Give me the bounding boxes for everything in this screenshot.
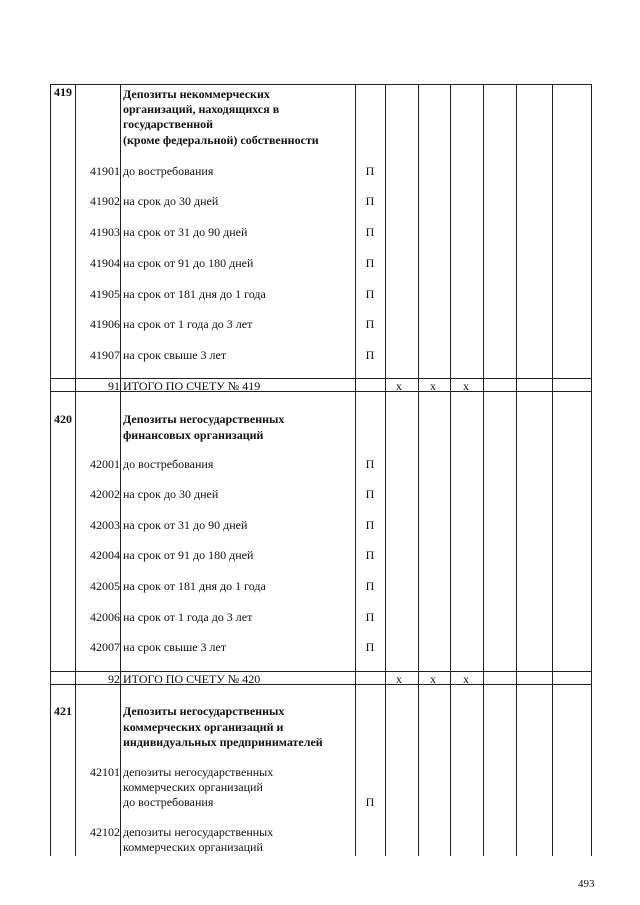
section-title-line: коммерческих организаций и [123,720,284,734]
account-type: П [365,579,375,593]
total-mark: х [396,379,402,393]
total-code: 92 [108,672,120,686]
account-name: на срок до 30 дней [123,194,219,208]
account-code: 42003 [90,518,120,532]
account-name-line: депозиты негосударственных [123,765,274,779]
account-code: 41904 [90,256,120,270]
account-code: 42002 [90,487,120,501]
total-label: ИТОГО ПО СЧЕТУ № 419 [123,379,261,393]
account-name-line: коммерческих организаций [123,840,263,854]
section-title-line: финансовых организаций [123,428,264,442]
account-type: П [365,287,375,301]
row-rule [50,84,592,85]
col-rule [385,84,386,856]
account-code: 41906 [90,317,120,331]
account-type: П [365,348,375,362]
account-name: на срок от 31 до 90 дней [123,225,248,239]
total-mark: х [430,379,436,393]
account-type: П [365,610,375,624]
page-number: 493 [578,878,595,890]
col-rule [552,84,553,856]
col-rule [75,84,76,856]
account-type: П [365,164,375,178]
account-name: на срок от 91 до 180 дней [123,256,254,270]
account-code: 42006 [90,610,120,624]
account-name: на срок от 31 до 90 дней [123,518,248,532]
account-code: 41901 [90,164,120,178]
col-rule [50,84,51,856]
section-title-line: организаций, находящихся в [123,102,280,116]
col-rule [120,84,121,856]
account-name: на срок от 91 до 180 дней [123,548,254,562]
account-code: 41902 [90,194,120,208]
account-type: П [365,317,375,331]
total-mark: х [396,672,402,686]
section-title-line: Депозиты негосударственных [123,704,285,718]
account-name: на срок от 1 года до 3 лет [123,317,253,331]
section-title-line: государственной [123,117,214,131]
total-label: ИТОГО ПО СЧЕТУ № 420 [123,672,261,686]
account-code: 41903 [90,225,120,239]
col-rule [483,84,484,856]
account-name: на срок от 181 дня до 1 года [123,579,266,593]
account-code: 41905 [90,287,120,301]
account-name: на срок свыше 3 лет [123,348,227,362]
account-name: на срок до 30 дней [123,487,219,501]
account-type: П [365,194,375,208]
col-rule [591,84,592,856]
account-name: на срок свыше 3 лет [123,640,227,654]
account-code: 42005 [90,579,120,593]
account-type: П [365,795,375,809]
section-number: 421 [54,704,72,718]
col-rule [516,84,517,856]
ledger-table [50,84,592,856]
total-code: 91 [108,379,120,393]
account-type: П [365,225,375,239]
account-code: 42007 [90,640,120,654]
section-title-line: Депозиты негосударственных [123,412,285,426]
section-number: 420 [54,412,72,426]
account-code: 41907 [90,348,120,362]
account-type: П [365,256,375,270]
account-type: П [365,518,375,532]
account-code: 42001 [90,457,120,471]
account-code: 42102 [90,825,120,839]
col-rule [418,84,419,856]
account-name: до востребования [123,164,214,178]
account-name: на срок от 181 дня до 1 года [123,287,266,301]
section-title-line: индивидуальных предпринимателей [123,735,323,749]
account-name: до востребования [123,457,214,471]
col-rule [450,84,451,856]
section-title-line: Депозиты некоммерческих [123,87,270,101]
account-name-line: депозиты негосударственных [123,825,274,839]
section-number: 419 [54,85,72,99]
total-mark: х [463,379,469,393]
account-code: 42101 [90,765,120,779]
total-mark: х [463,672,469,686]
account-code: 42004 [90,548,120,562]
account-type: П [365,548,375,562]
account-name-line: до востребования [123,795,214,809]
account-name-line: коммерческих организаций [123,780,263,794]
account-name: на срок от 1 года до 3 лет [123,610,253,624]
account-type: П [365,487,375,501]
total-mark: х [430,672,436,686]
account-type: П [365,640,375,654]
account-type: П [365,457,375,471]
section-title-line: (кроме федеральной) собственности [123,133,319,147]
